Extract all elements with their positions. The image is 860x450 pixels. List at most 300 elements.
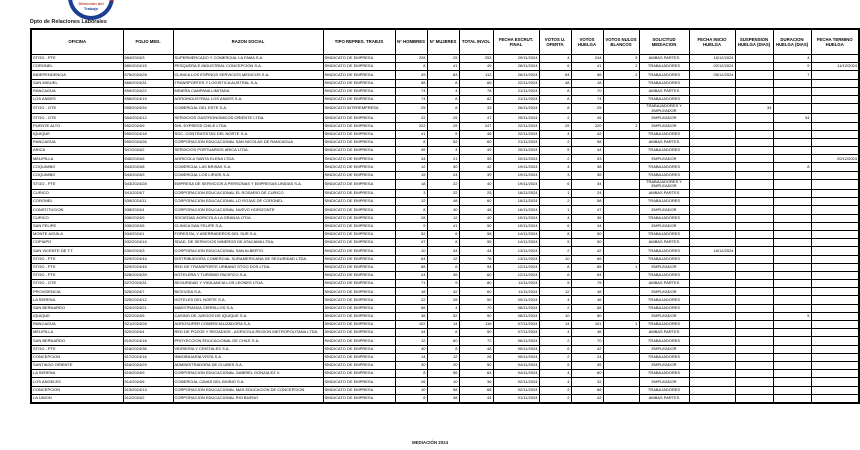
table-row: [31, 312, 859, 320]
cell-votos_nulos: [603, 386, 639, 394]
cell-votos_oferta: 4: [539, 163, 571, 171]
cell-hombres: 25: [395, 104, 427, 114]
cell-oficina: LA SERENA: [31, 296, 123, 304]
cell-votos_nulos: 5: [603, 55, 639, 63]
cell-mujeres: 52: [427, 312, 459, 320]
cell-razon: SOCIEDAD AGRICOLA LA GRANJA LTDA.: [173, 214, 323, 222]
cell-total: 44: [459, 394, 493, 403]
cell-total: 64: [459, 370, 493, 378]
cell-votos_nulos: [603, 130, 639, 138]
cell-mujeres: 6: [427, 329, 459, 337]
cell-folio: 532/2024/14: [123, 239, 173, 247]
cell-tipo: SINDICATO DE EMPRESA: [323, 163, 395, 171]
cell-hombres: 24: [395, 271, 427, 279]
cell-solicitud: EMPLEADOR: [639, 361, 689, 369]
cell-votos_oferta: 25: [539, 122, 571, 130]
cell-fecha_termino: [811, 386, 859, 394]
cell-solicitud: AMBAS PARTES: [639, 329, 689, 337]
cell-folio: 526/2024/7: [123, 288, 173, 296]
cell-votos_nulos: [603, 222, 639, 230]
cell-votos_oferta: 4: [539, 55, 571, 63]
column-header-folio: FOLIO MED.: [123, 29, 173, 55]
cell-votos_nulos: [603, 280, 639, 288]
cell-suspension: [735, 122, 773, 130]
cell-votos_nulos: [603, 394, 639, 403]
cell-votos_oferta: 2: [539, 394, 571, 403]
cell-votos_nulos: [603, 304, 639, 312]
cell-razon: CORPORACION EDUCACIONAL MAS EDUCACION DE CONCEPCION: [173, 386, 323, 394]
cell-suspension: [735, 247, 773, 255]
column-header-fecha_inicio: FECHA INICIO HUELGA: [689, 29, 735, 55]
cell-votos_huelga: 38: [571, 163, 603, 171]
table-row: [31, 263, 859, 271]
cell-votos_huelga: 50: [571, 239, 603, 247]
cell-oficina: LA UNION: [31, 394, 123, 403]
cell-votos_huelga: 85: [571, 263, 603, 271]
cell-solicitud: TRABAJADORES: [639, 230, 689, 238]
cell-folio: 541/2024/7: [123, 190, 173, 198]
cell-folio: 546/2024/6: [123, 155, 173, 163]
cell-tipo: SINDICATO DE EMPRESA: [323, 155, 395, 163]
column-header-suspension: SUSPENSION HUELGA (DIAS): [735, 29, 773, 55]
column-header-total: TOTAL INVOL: [459, 29, 493, 55]
cell-fecha_inicio: [689, 255, 735, 263]
cell-fecha_inicio: 16/12/2024: [689, 247, 735, 255]
cell-votos_nulos: [603, 171, 639, 179]
cell-suspension: [735, 190, 773, 198]
cell-duracion: [773, 104, 811, 114]
cell-suspension: [735, 312, 773, 320]
cell-votos_nulos: 2: [603, 122, 639, 130]
cell-total: 247: [459, 122, 493, 130]
cell-fecha_termino: [811, 271, 859, 279]
cell-fecha_termino: [811, 206, 859, 214]
cell-hombres: 18: [395, 179, 427, 189]
cell-folio: 576/2024/28: [123, 71, 173, 79]
cell-oficina: IQUIQUE: [31, 312, 123, 320]
cell-hombres: 58: [395, 79, 427, 87]
cell-suspension: 34: [735, 104, 773, 114]
cell-hombres: 228: [395, 55, 427, 63]
cell-solicitud: AMBAS PARTES: [639, 138, 689, 146]
cell-razon: COMERCIAL DEL ESTE S.A.: [173, 104, 323, 114]
cell-oficina: LA SERENA: [31, 370, 123, 378]
cell-votos_huelga: 25: [571, 104, 603, 114]
cell-votos_oferta: 5: [539, 239, 571, 247]
cell-mujeres: 56: [427, 370, 459, 378]
cell-duracion: [773, 345, 811, 353]
cell-razon: AGROSUPER COMERCIALIZADORA S.A.: [173, 321, 323, 329]
cell-votos_nulos: [603, 155, 639, 163]
cell-fecha_escrut: 15/11/2024: [493, 214, 539, 222]
table-row: [31, 271, 859, 279]
cell-folio: 550/2024/18: [123, 130, 173, 138]
cell-suspension: [735, 386, 773, 394]
cell-hombres: 12: [395, 163, 427, 171]
cell-mujeres: 8: [427, 345, 459, 353]
cell-total: 55: [459, 239, 493, 247]
table-row: [31, 288, 859, 296]
cell-razon: SDAD. DE SERVICIOS MINEROS DE ATACAMA LTDA.: [173, 239, 323, 247]
cell-fecha_termino: [811, 255, 859, 263]
cell-fecha_termino: [811, 104, 859, 114]
department-title: Dpto de Relaciones Laborales: [30, 19, 107, 25]
cell-votos_huelga: 75: [571, 280, 603, 288]
cell-mujeres: 28: [427, 296, 459, 304]
cell-votos_nulos: [603, 329, 639, 337]
cell-oficina: STGO - OTE: [31, 280, 123, 288]
cell-fecha_inicio: [689, 304, 735, 312]
cell-fecha_termino: [811, 370, 859, 378]
cell-hombres: 8: [395, 206, 427, 214]
cell-solicitud: TRABAJADORES: [639, 147, 689, 155]
cell-fecha_escrut: 22/11/2024: [493, 79, 539, 87]
table-row: [31, 171, 859, 179]
cell-votos_nulos: [603, 312, 639, 320]
column-header-duracion: DURACION HUELGA (DIAS): [773, 29, 811, 55]
cell-votos_huelga: 66: [571, 255, 603, 263]
cell-votos_oferta: 10: [539, 312, 571, 320]
cell-solicitud: TRABAJADORES: [639, 63, 689, 71]
cell-votos_oferta: 3: [539, 171, 571, 179]
cell-duracion: [773, 87, 811, 95]
cell-votos_nulos: [603, 163, 639, 171]
cell-folio: 524/2024/21: [123, 304, 173, 312]
cell-votos_oferta: 2: [539, 247, 571, 255]
table-row: [31, 239, 859, 247]
cell-duracion: [773, 206, 811, 214]
cell-tipo: SINDICATO DE EMPRESA: [323, 198, 395, 206]
cell-hombres: 71: [395, 280, 427, 288]
table-row: [31, 230, 859, 238]
cell-votos_huelga: 101: [571, 321, 603, 329]
cell-total: 40: [459, 214, 493, 222]
cell-solicitud: EMPLEADOR: [639, 114, 689, 122]
cell-total: 55: [459, 155, 493, 163]
cell-oficina: MONTE AGUILA: [31, 230, 123, 238]
cell-tipo: SINDICATO DE EMPRESA: [323, 271, 395, 279]
cell-suspension: [735, 222, 773, 230]
cell-duracion: 9: [773, 63, 811, 71]
cell-solicitud: TRABAJADORES: [639, 163, 689, 171]
cell-votos_nulos: [603, 337, 639, 345]
cell-fecha_termino: [811, 71, 859, 79]
cell-fecha_termino: [811, 190, 859, 198]
cell-fecha_escrut: 04/11/2024: [493, 361, 539, 369]
cell-suspension: [735, 63, 773, 71]
cell-duracion: [773, 198, 811, 206]
table-row: [31, 163, 859, 171]
cell-fecha_termino: [811, 321, 859, 329]
cell-votos_huelga: 18: [571, 79, 603, 87]
cell-fecha_escrut: 18/11/2024: [493, 198, 539, 206]
cell-fecha_termino: [811, 114, 859, 122]
cell-total: 36: [459, 378, 493, 386]
cell-razon: RED DE POZOS Y REGADIOS - AGRICOLA REGION METROPOLITANA LTDA.: [173, 329, 323, 337]
cell-oficina: COPIAPO: [31, 239, 123, 247]
cell-suspension: [735, 71, 773, 79]
column-header-fecha_escrut: FECHA ESCRUT. FINAL: [493, 29, 539, 55]
cell-fecha_inicio: [689, 190, 735, 198]
cell-mujeres: 34: [427, 247, 459, 255]
table-row: [31, 55, 859, 63]
cell-tipo: SINDICATO DE EMPRESA: [323, 138, 395, 146]
cell-tipo: SINDICATO DE EMPRESA: [323, 239, 395, 247]
cell-duracion: [773, 138, 811, 146]
cell-votos_nulos: [603, 288, 639, 296]
cell-fecha_inicio: [689, 386, 735, 394]
cell-duracion: [773, 95, 811, 103]
cell-tipo: SINDICATO DE EMPRESA: [323, 55, 395, 63]
cell-mujeres: 24: [427, 171, 459, 179]
cell-votos_oferta: 4: [539, 370, 571, 378]
cell-oficina: SAN BERNARDO: [31, 337, 123, 345]
cell-suspension: [735, 198, 773, 206]
cell-tipo: SINDICATO DE EMPRESA: [323, 263, 395, 271]
column-header-hombres: N° HOMBRES: [395, 29, 427, 55]
cell-fecha_inicio: [689, 222, 735, 230]
cell-votos_oferta: 2: [539, 386, 571, 394]
cell-votos_nulos: 2: [603, 71, 639, 79]
cell-fecha_termino: [811, 353, 859, 361]
cell-razon: MAESTRANZA CERRILLOS S.A.: [173, 304, 323, 312]
cell-folio: 525/2024/12: [123, 296, 173, 304]
cell-folio: 515/2024/9: [123, 370, 173, 378]
page-footer: MEDIACIÓN 2024: [411, 440, 449, 445]
cell-hombres: 8: [395, 138, 427, 146]
cell-oficina: MELIPILLA: [31, 329, 123, 337]
cell-total: 70: [459, 304, 493, 312]
cell-mujeres: 22: [427, 179, 459, 189]
cell-fecha_termino: [811, 230, 859, 238]
cell-tipo: SINDICATO DE EMPRESA: [323, 304, 395, 312]
cell-oficina: ARICA: [31, 147, 123, 155]
cell-votos_nulos: [603, 353, 639, 361]
cell-hombres: 3: [395, 190, 427, 198]
cell-tipo: SINDICATO DE EMPRESA: [323, 353, 395, 361]
cell-duracion: [773, 190, 811, 198]
column-header-votos_nulos: VOTOS NULOS BLANCOS: [603, 29, 639, 55]
cell-mujeres: 20: [427, 361, 459, 369]
cell-razon: PESQUERA E INDUSTRIAL CONCEPCION S.A.: [173, 63, 323, 71]
cell-votos_huelga: 34: [571, 179, 603, 189]
cell-votos_nulos: [603, 378, 639, 386]
cell-razon: DHL EXPRESS CHILE LTDA.: [173, 122, 323, 130]
cell-fecha_termino: [811, 288, 859, 296]
cell-hombres: 14: [395, 353, 427, 361]
cell-fecha_escrut: 26/11/2024: [493, 71, 539, 79]
cell-oficina: STGO - OTE: [31, 114, 123, 122]
cell-folio: 518/2024/36: [123, 345, 173, 353]
cell-fecha_inicio: [689, 122, 735, 130]
cell-fecha_inicio: [689, 147, 735, 155]
cell-votos_oferta: 5: [539, 280, 571, 288]
cell-solicitud: EMPLEADOR: [639, 206, 689, 214]
cell-suspension: [735, 370, 773, 378]
cell-votos_huelga: 244: [571, 55, 603, 63]
cell-razon: HOTELES DEL NORTE S.A.: [173, 296, 323, 304]
cell-votos_oferta: 2: [539, 353, 571, 361]
cell-solicitud: TRABAJADORES: [639, 255, 689, 263]
cell-duracion: [773, 179, 811, 189]
cell-hombres: 30: [395, 361, 427, 369]
cell-mujeres: 25: [427, 55, 459, 63]
cell-suspension: [735, 321, 773, 329]
cell-folio: 529/2024/44: [123, 255, 173, 263]
cell-fecha_escrut: 25/11/2024: [493, 114, 539, 122]
cell-tipo: SINDICATO DE EMPRESA: [323, 378, 395, 386]
table-row: [31, 130, 859, 138]
cell-total: 26: [459, 353, 493, 361]
cell-votos_huelga: 68: [571, 304, 603, 312]
cell-fecha_termino: 11/12/2024: [811, 63, 859, 71]
cell-folio: 555/2024/34: [123, 104, 173, 114]
table-row: [31, 337, 859, 345]
cell-folio: 550/2024/26: [123, 138, 173, 146]
cell-total: 48: [459, 345, 493, 353]
cell-suspension: [735, 353, 773, 361]
cell-solicitud: TRABAJADORES: [639, 304, 689, 312]
cell-duracion: [773, 321, 811, 329]
cell-duracion: [773, 370, 811, 378]
cell-fecha_termino: [811, 79, 859, 87]
cell-hombres: 74: [395, 95, 427, 103]
cell-votos_oferta: 6: [539, 271, 571, 279]
cell-fecha_inicio: [689, 394, 735, 403]
cell-razon: FORESTAL Y ASERRADEROS DEL SUR S.A.: [173, 230, 323, 238]
cell-oficina: CORONEL: [31, 198, 123, 206]
cell-hombres: 18: [395, 288, 427, 296]
cell-fecha_escrut: 02/11/2024: [493, 386, 539, 394]
table-row: [31, 114, 859, 122]
cell-suspension: [735, 345, 773, 353]
cell-mujeres: 30: [427, 163, 459, 171]
cell-tipo: SINDICATO DE EMPRESA: [323, 386, 395, 394]
cell-suspension: [735, 79, 773, 87]
cell-fecha_termino: [811, 378, 859, 386]
cell-suspension: [735, 263, 773, 271]
cell-mujeres: 5: [427, 130, 459, 138]
cell-oficina: STGO - PTE: [31, 271, 123, 279]
cell-mujeres: 12: [427, 214, 459, 222]
cell-votos_huelga: 24: [571, 353, 603, 361]
cell-solicitud: TRABAJADORES: [639, 296, 689, 304]
cell-total: 60: [459, 271, 493, 279]
cell-oficina: PUENTE ALTO: [31, 122, 123, 130]
cell-hombres: 44: [395, 329, 427, 337]
table-row: [31, 190, 859, 198]
cell-fecha_escrut: 21/11/2024: [493, 95, 539, 103]
cell-fecha_termino: [811, 179, 859, 189]
direccion-del-trabajo-logo: [68, 0, 114, 20]
cell-votos_huelga: 36: [571, 171, 603, 179]
cell-votos_oferta: 2: [539, 304, 571, 312]
cell-mujeres: 4: [427, 147, 459, 155]
cell-votos_oferta: 48: [539, 79, 571, 87]
cell-votos_oferta: 4: [539, 378, 571, 386]
cell-fecha_escrut: 11/11/2024: [493, 280, 539, 288]
cell-folio: 544/2024/8: [123, 163, 173, 171]
cell-tipo: SINDICATO INTEREMPRESA: [323, 104, 395, 114]
cell-fecha_inicio: [689, 114, 735, 122]
cell-fecha_inicio: [689, 361, 735, 369]
cell-folio: 584/2024/3: [123, 55, 173, 63]
cell-tipo: SINDICATO DE EMPRESA: [323, 214, 395, 222]
cell-hombres: 12: [395, 198, 427, 206]
cell-razon: SUPERMERCADO Y COMERCIAL LA FAMA S.A.: [173, 55, 323, 63]
cell-fecha_inicio: [689, 79, 735, 87]
cell-oficina: CORONEL: [31, 63, 123, 71]
cell-hombres: 45: [395, 147, 427, 155]
column-header-fecha_termino: FECHA TERMINO HUELGA: [811, 29, 859, 55]
column-header-votos_oferta: VOTOS U. OFERTA: [539, 29, 571, 55]
cell-tipo: SINDICATO DE EMPRESA: [323, 337, 395, 345]
cell-total: 82: [459, 95, 493, 103]
cell-fecha_escrut: 19/11/2024: [493, 171, 539, 179]
cell-oficina: PROVIDENCIA: [31, 288, 123, 296]
cell-folio: 535/2024/5: [123, 222, 173, 230]
cell-tipo: SINDICATO DE EMPRESA: [323, 171, 395, 179]
cell-fecha_inicio: [689, 370, 735, 378]
strike-mediation-table: [30, 28, 860, 404]
cell-suspension: [735, 230, 773, 238]
cell-fecha_inicio: [689, 345, 735, 353]
cell-fecha_termino: [811, 130, 859, 138]
cell-duracion: [773, 304, 811, 312]
cell-votos_nulos: 1: [603, 321, 639, 329]
cell-duracion: [773, 214, 811, 222]
cell-solicitud: TRABAJADORES: [639, 95, 689, 103]
cell-hombres: 10: [395, 386, 427, 394]
cell-tipo: SINDICATO DE EMPRESA: [323, 370, 395, 378]
cell-fecha_termino: [811, 239, 859, 247]
cell-votos_huelga: 46: [571, 296, 603, 304]
cell-razon: PROYECCION EDUCACIONAL DE CHILE S.A.: [173, 337, 323, 345]
cell-fecha_termino: [811, 337, 859, 345]
cell-suspension: [735, 255, 773, 263]
cell-total: 68: [459, 386, 493, 394]
cell-votos_huelga: 74: [571, 95, 603, 103]
cell-duracion: [773, 239, 811, 247]
cell-votos_oferta: 2: [539, 138, 571, 146]
cell-duracion: 4: [773, 55, 811, 63]
cell-total: 112: [459, 71, 493, 79]
cell-suspension: [735, 87, 773, 95]
cell-votos_huelga: 46: [571, 329, 603, 337]
cell-duracion: 8: [773, 163, 811, 171]
cell-votos_oferta: 8: [539, 104, 571, 114]
cell-duracion: [773, 155, 811, 163]
cell-razon: RED DE TRANSPORTE URBANO STGO DOS LTDA.: [173, 263, 323, 271]
cell-suspension: [735, 304, 773, 312]
cell-duracion: [773, 394, 811, 403]
cell-total: 253: [459, 55, 493, 63]
cell-votos_oferta: 4: [539, 214, 571, 222]
cell-razon: CORPORACION EDUCACIONAL SAN ALBERTO: [173, 247, 323, 255]
cell-votos_oferta: 12: [539, 288, 571, 296]
cell-hombres: 40: [395, 345, 427, 353]
cell-fecha_termino: 20/12/2024: [811, 155, 859, 163]
cell-votos_huelga: 41: [571, 63, 603, 71]
cell-folio: 538/2024/4: [123, 206, 173, 214]
cell-tipo: SINDICATO DE EMPRESA: [323, 114, 395, 122]
cell-folio: 536/2024/9: [123, 214, 173, 222]
cell-oficina: LOS ANDES: [31, 95, 123, 103]
cell-fecha_escrut: 26/11/2024: [493, 104, 539, 114]
cell-fecha_escrut: 20/11/2024: [493, 155, 539, 163]
cell-votos_nulos: [603, 79, 639, 87]
cell-fecha_escrut: 19/11/2024: [493, 163, 539, 171]
